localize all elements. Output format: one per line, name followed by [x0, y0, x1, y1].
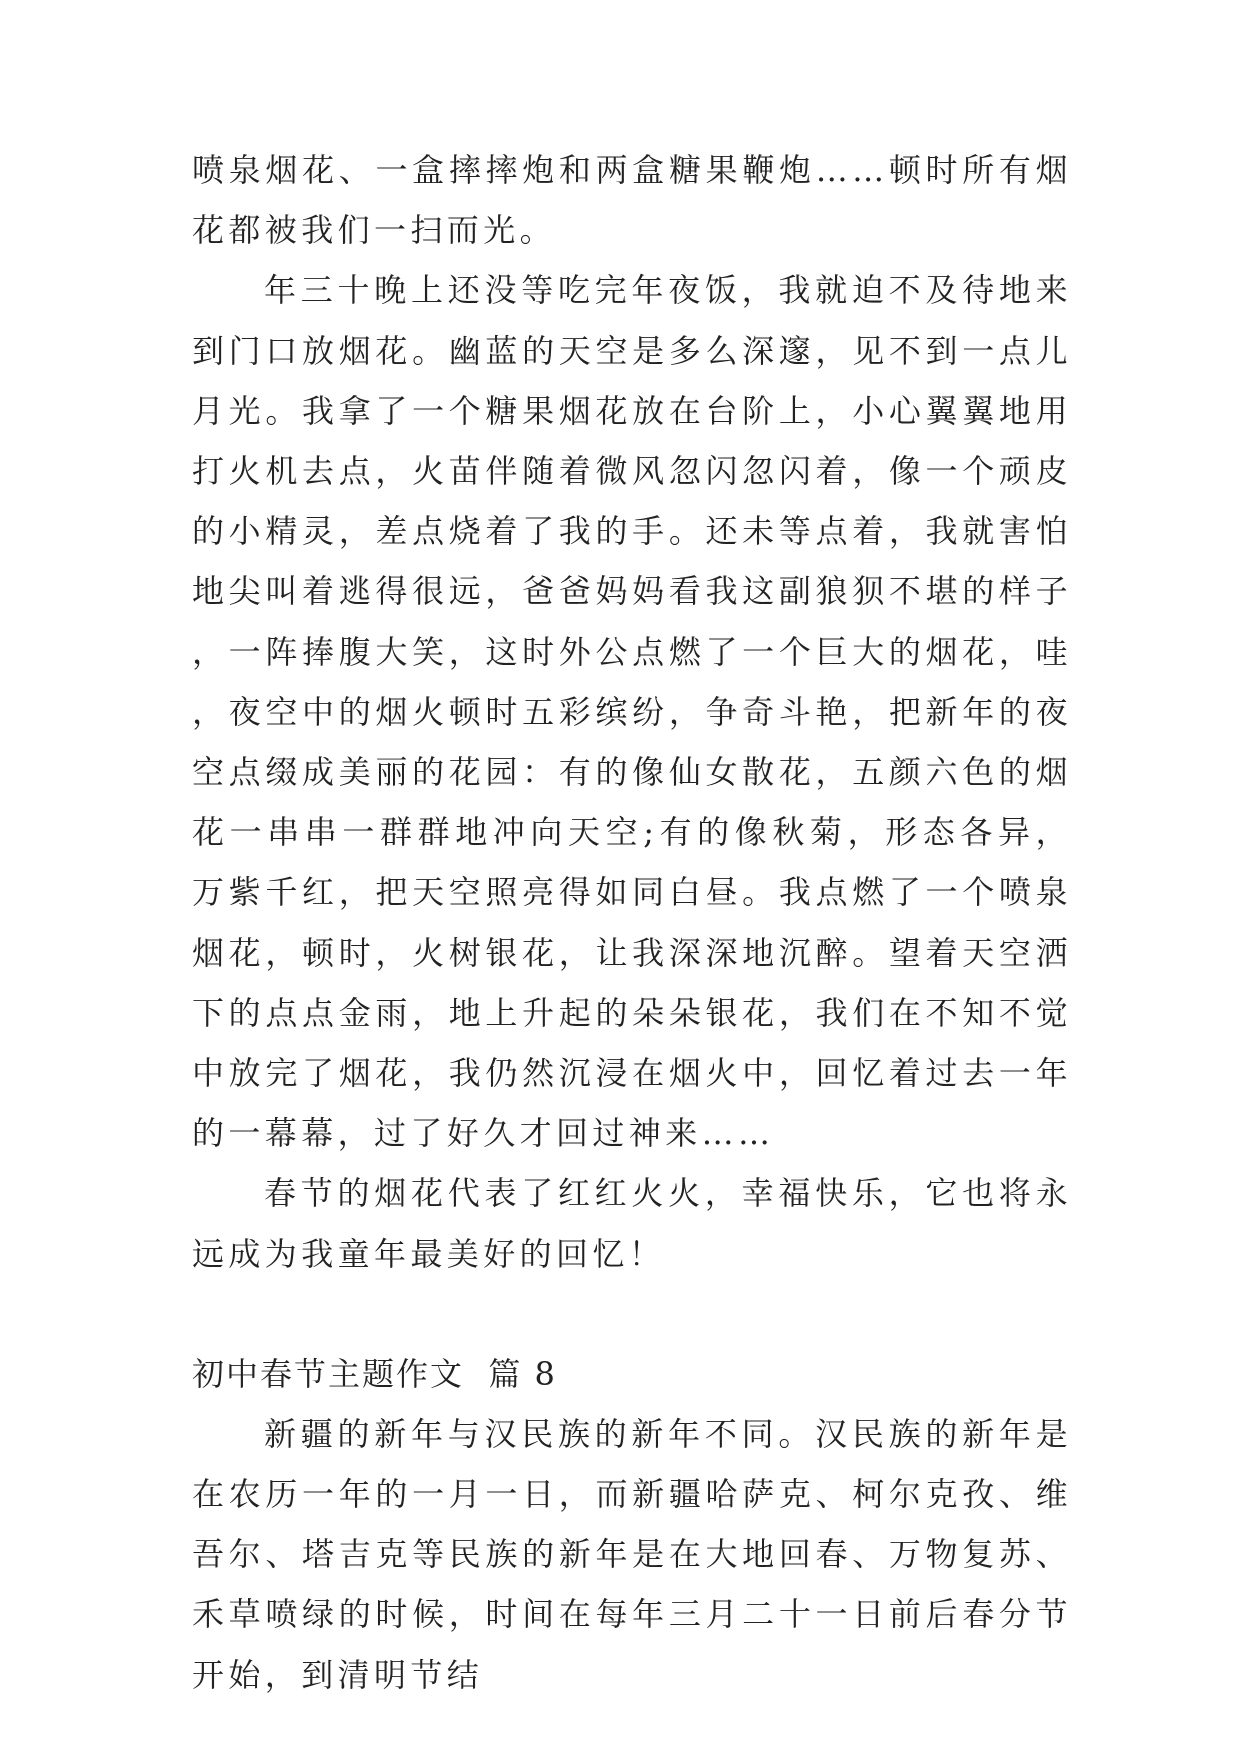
paragraph-4: 新疆的新年与汉民族的新年不同。汉民族的新年是在农历一年的一月一日，而新疆哈萨克、柯尔克孜、维吾尔、塔吉克等民族的新年是在大地回春、万物复苏、禾草喷绿的时候，时间在每年三月二十一日前后春分节开始，到清明节结: [192, 1414, 1072, 1694]
paragraph-2: 年三十晚上还没等吃完年夜饭，我就迫不及待地来到门口放烟花。幽蓝的天空是多么深邃，见不到一点儿月光。我拿了一个糖果烟花放在台阶上，小心翼翼地用打火机去点，火苗伴随着微风忽闪忽闪着，像一个顽皮的小精灵，差点烧着了我的手。还未等点着，我就害怕地尖叫着逃得很远，爸爸妈妈看我这副狼狈不堪的样子，一阵捧腹大笑，这时外公点燃了一个巨大的烟花，哇，夜空中的烟火顿时五彩缤纷，争奇斗艳，把新年的夜空点缀成美丽的花园：有的像仙女散花，五颜六色的烟花一串串一群群地冲向天空;有的像秋菊，形态各异，万紫千红，把天空照亮得如同白昼。我点燃了一个喷泉烟花，顿时，火树银花，让我深深地沉醉。望着天空洒下的点点金雨，地上升起的朵朵银花，我们在不知不觉中放完了烟花，我仍然沉浸在烟火中，回忆着过去一年的一幕幕，过了好久才回过神来……: [192, 271, 1072, 1153]
section-heading: 初中春节主题作文 篇 8: [192, 1354, 557, 1393]
paragraph-3: 春节的烟花代表了红红火火，幸福快乐，它也将永远成为我童年最美好的回忆！: [192, 1174, 1072, 1273]
paragraph-1: 喷泉烟花、一盒摔摔炮和两盒糖果鞭炮……顿时所有烟花都被我们一扫而光。: [192, 151, 1072, 250]
document-body: [192, 140, 1072, 1705]
